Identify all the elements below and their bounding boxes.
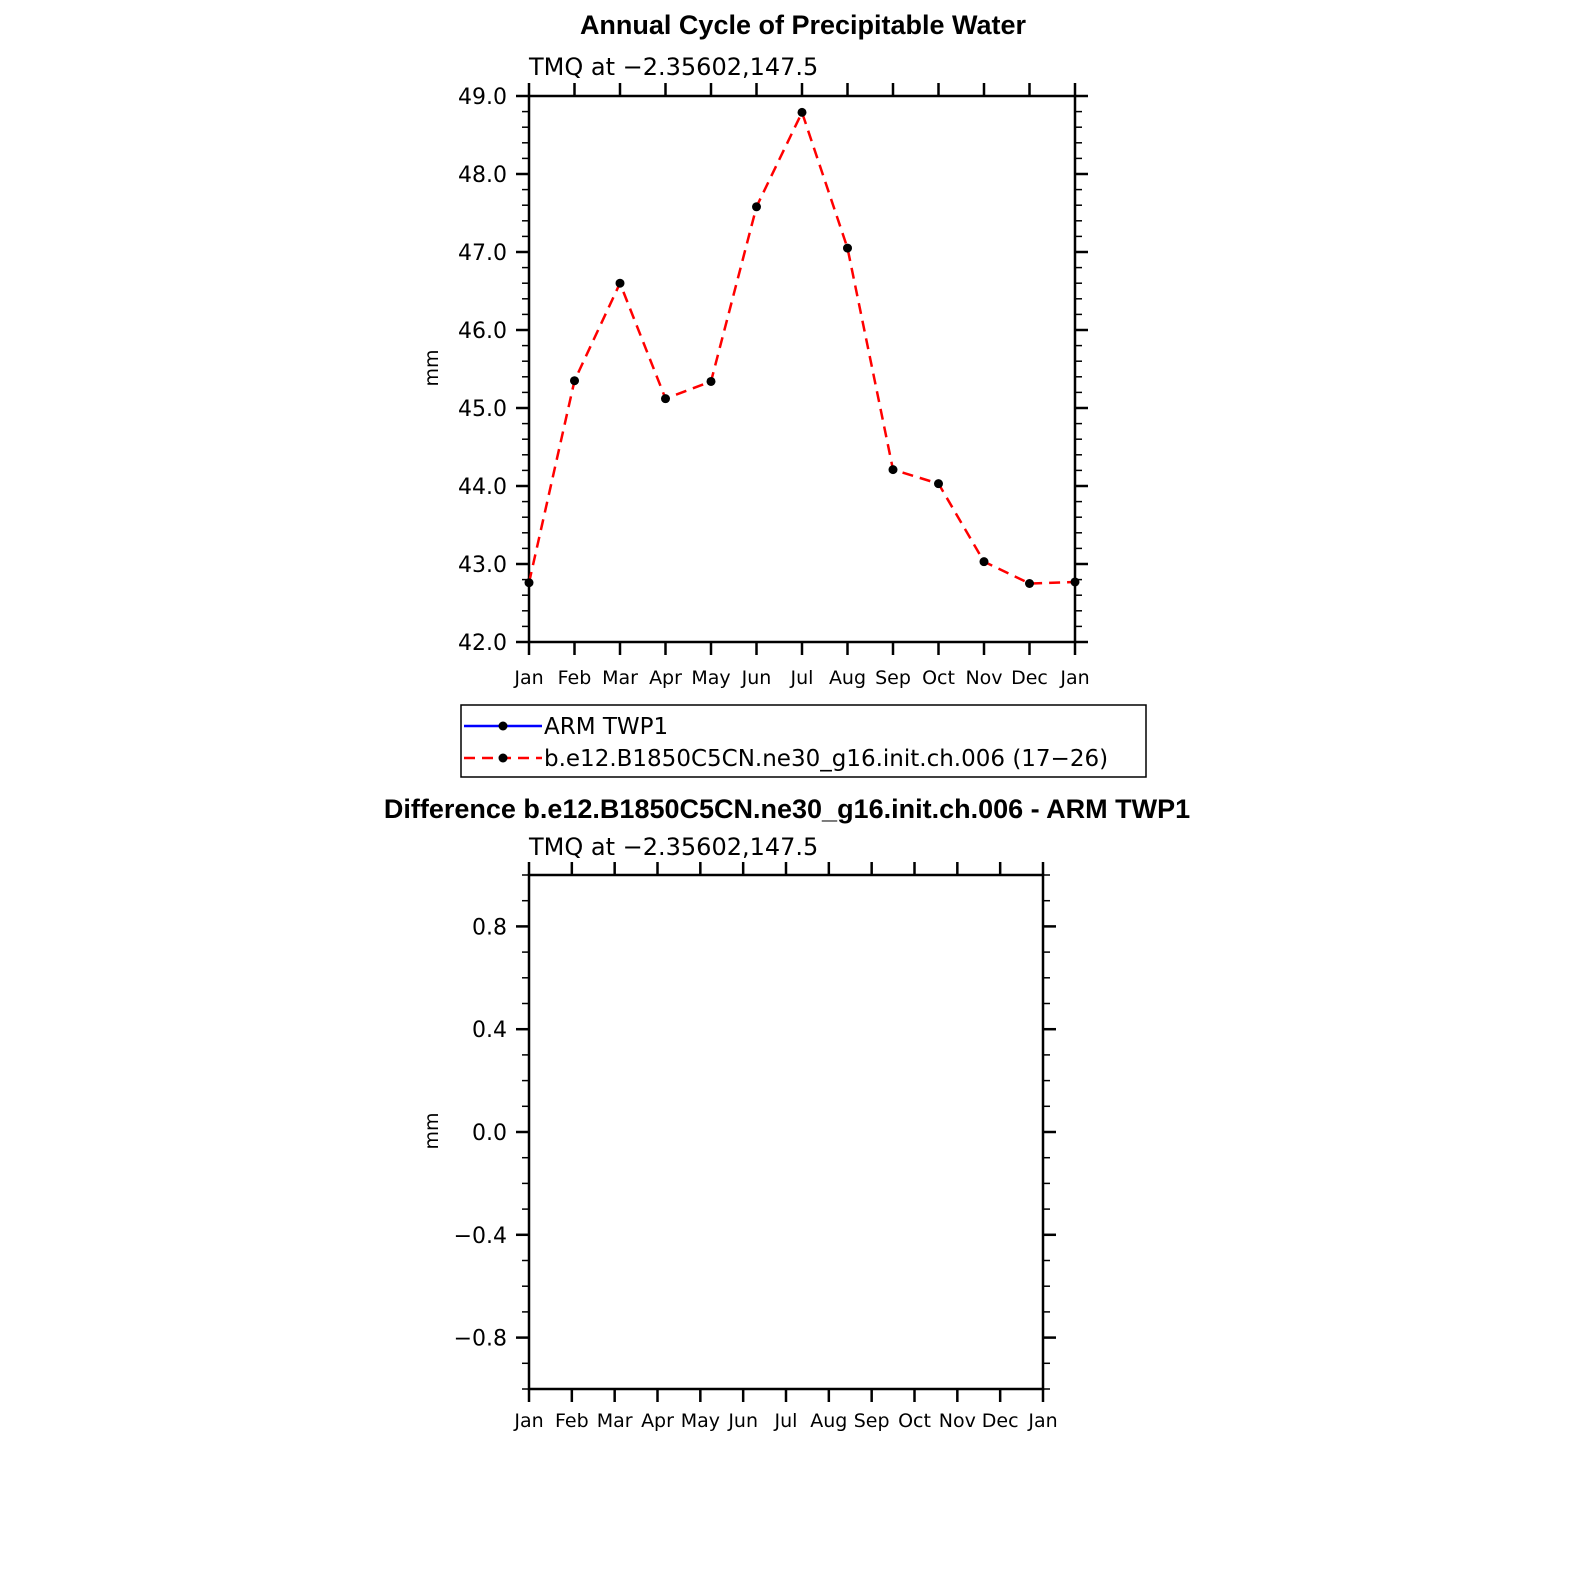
y-tick-label: 48.0	[458, 163, 507, 188]
series-line-model	[529, 112, 1075, 583]
x-tick-label: May	[680, 1410, 720, 1432]
legend-marker-obs	[499, 722, 508, 731]
x-tick-label: Aug	[810, 1410, 848, 1432]
data-point	[525, 578, 534, 587]
x-ticks	[513, 862, 1057, 1432]
x-tick-label: Feb	[557, 667, 592, 689]
x-tick-label: Jul	[790, 667, 814, 689]
x-tick-label: Oct	[922, 667, 955, 689]
legend	[461, 705, 1146, 777]
x-tick-label: Mar	[602, 667, 638, 689]
chart-subtitle: TMQ at −2.35602,147.5	[529, 833, 819, 861]
y-tick-label: 0.4	[472, 1018, 507, 1044]
annual-cycle-chart	[421, 10, 1090, 689]
y-tick-label: −0.8	[453, 1326, 507, 1352]
y-tick-label: 42.0	[458, 631, 507, 656]
y-tick-label: 44.0	[458, 475, 507, 500]
y-tick-label: 46.0	[458, 319, 507, 344]
x-tick-label: May	[691, 667, 731, 689]
chart-subtitle: TMQ at −2.35602,147.5	[529, 53, 819, 81]
x-tick-label: Apr	[641, 1410, 674, 1432]
x-tick-label: Jul	[774, 1410, 798, 1432]
data-point	[1071, 577, 1080, 586]
x-ticks	[513, 83, 1089, 689]
data-point	[1025, 579, 1034, 588]
x-tick-label: Aug	[828, 667, 867, 689]
chart-title: Difference b.e12.B1850C5CN.ne30_g16.init.ch.006 - ARM TWP1	[383, 794, 1191, 824]
legend-marker-model	[499, 754, 508, 763]
y-axis-label: mm	[421, 349, 443, 387]
x-tick-label: Dec	[1011, 667, 1048, 689]
x-tick-label: Nov	[965, 667, 1003, 689]
x-tick-label: Jan	[514, 667, 544, 689]
data-point	[843, 244, 852, 253]
y-tick-label: 43.0	[458, 553, 507, 578]
chart-title: Annual Cycle of Precipitable Water	[579, 10, 1027, 40]
data-point	[980, 557, 989, 566]
x-tick-label: Sep	[853, 1410, 890, 1432]
x-tick-label: Apr	[649, 667, 682, 689]
y-axis-label: mm	[421, 1112, 443, 1150]
data-point	[661, 394, 670, 403]
legend-label-model: b.e12.B1850C5CN.ne30_g16.init.ch.006 (17−26)	[544, 746, 1109, 772]
data-point	[934, 479, 943, 488]
data-point	[616, 279, 625, 288]
y-tick-label: 0.8	[472, 915, 507, 941]
y-tick-label: 45.0	[458, 397, 507, 422]
y-tick-label: 49.0	[458, 85, 507, 110]
data-point	[798, 108, 807, 117]
difference-chart	[384, 794, 1190, 1432]
x-tick-label: Jan	[1028, 1410, 1058, 1432]
legend-entry-model	[464, 746, 1108, 772]
data-point	[707, 377, 716, 386]
data-point	[889, 465, 898, 474]
x-tick-label: Jun	[741, 667, 772, 689]
x-tick-label: Mar	[596, 1410, 633, 1432]
data-point	[752, 202, 761, 211]
plot-frame	[529, 96, 1075, 642]
x-tick-label: Nov	[938, 1410, 976, 1432]
y-tick-label: 47.0	[458, 241, 507, 266]
x-tick-label: Oct	[898, 1410, 931, 1432]
x-tick-label: Jan	[1060, 667, 1090, 689]
legend-label-obs: ARM TWP1	[544, 714, 669, 740]
x-tick-label: Feb	[555, 1410, 589, 1432]
x-tick-label: Jun	[728, 1410, 759, 1432]
data-point	[570, 376, 579, 385]
x-tick-label: Dec	[981, 1410, 1019, 1432]
series-layer	[525, 108, 1080, 588]
y-ticks	[454, 875, 1056, 1389]
plot-frame	[529, 875, 1043, 1389]
y-tick-label: 0.0	[472, 1121, 507, 1146]
x-tick-label: Jan	[514, 1410, 544, 1432]
y-tick-label: −0.4	[453, 1223, 507, 1249]
x-tick-label: Sep	[875, 667, 911, 689]
